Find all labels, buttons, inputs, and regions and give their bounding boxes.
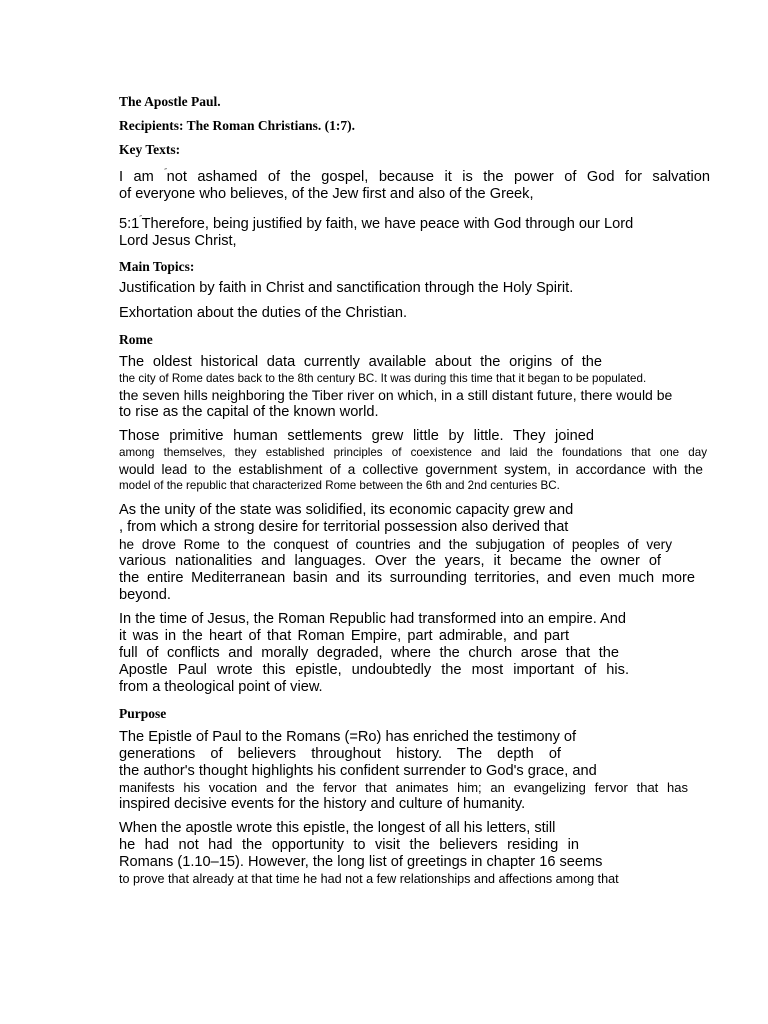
purpose-p2-line-3: Romans (1.10–15). However, the long list of greetings in chapter 16 seems xyxy=(119,854,603,870)
key-text-2-line-1: 5:1˝Therefore, being justified by faith, we have peace with God through our Lord xyxy=(119,216,634,232)
key-text-2 xyxy=(119,211,710,250)
purpose-p1-line-5: inspired decisive events for the history and culture of humanity. xyxy=(119,796,526,812)
rome-p4-line-5: from a theological point of view. xyxy=(119,679,323,695)
purpose-p1-line-4: manifests his vocation and the fervor that animates him; an evangelizing fervor that has xyxy=(119,780,688,795)
rome-paragraph-1 xyxy=(119,354,710,421)
rome-p1-line-2: the city of Rome dates back to the 8th century BC. It was during this time that it began to be populated. xyxy=(119,372,647,385)
rome-p3-line-2: , from which a strong desire for territorial possession also derived that xyxy=(119,519,569,535)
topic-2: Exhortation about the duties of the Christian. xyxy=(119,305,407,321)
document-page xyxy=(119,94,710,894)
rome-heading: Rome xyxy=(119,332,153,347)
purpose-p1-line-2: generations of believers throughout history. The depth of xyxy=(119,746,561,762)
rome-p2-line-1: Those primitive human settlements grew little by little. They joined xyxy=(119,428,594,444)
topic-1: Justification by faith in Christ and sanctification through the Holy Spirit. xyxy=(119,280,574,296)
rome-p1-line-1: The oldest historical data currently available about the origins of the xyxy=(119,354,602,370)
purpose-p1-line-1: The Epistle of Paul to the Romans (=Ro) has enriched the testimony of xyxy=(119,729,577,745)
rome-p4-line-4: Apostle Paul wrote this epistle, undoubtedly the most important of his. xyxy=(119,662,629,678)
purpose-paragraph-1 xyxy=(119,729,710,813)
author-heading: The Apostle Paul. xyxy=(119,94,221,109)
rome-p2-line-2: among themselves, they established principles of coexistence and laid the foundations that one day xyxy=(119,446,707,459)
rome-p4-line-3: full of conflicts and morally degraded, where the church arose that the xyxy=(119,645,619,661)
purpose-heading: Purpose xyxy=(119,706,167,721)
rome-p3-line-3: he drove Rome to the conquest of countries and the subjugation of peoples of very xyxy=(119,537,672,552)
rome-paragraph-3 xyxy=(119,502,710,604)
recipients-heading: Recipients: The Roman Christians. (1:7). xyxy=(119,118,355,133)
rome-p3-line-1: As the unity of the state was solidified, its economic capacity grew and xyxy=(119,502,574,518)
rome-p1-line-3: the seven hills neighboring the Tiber river on which, in a still distant future, there would be xyxy=(119,387,673,403)
key-text-2-line-2: Lord Jesus Christ, xyxy=(119,233,237,249)
purpose-p1-line-3: the author's thought highlights his confident surrender to God's grace, and xyxy=(119,763,597,779)
purpose-p2-line-4: to prove that already at that time he had not a few relationships and affections among that xyxy=(119,872,619,886)
main-topics-heading: Main Topics: xyxy=(119,259,195,274)
purpose-p2-line-1: When the apostle wrote this epistle, the longest of all his letters, still xyxy=(119,820,556,836)
rome-p3-line-4: various nationalities and languages. Over the years, it became the owner of xyxy=(119,553,661,569)
rome-paragraph-4 xyxy=(119,611,710,696)
rome-p3-line-6: beyond. xyxy=(119,587,171,603)
rome-p3-line-5: the entire Mediterranean basin and its surrounding territories, and even much more xyxy=(119,570,695,586)
rome-p4-line-1: In the time of Jesus, the Roman Republic had transformed into an empire. And xyxy=(119,611,627,627)
purpose-p2-line-2: he had not had the opportunity to visit the believers residing in xyxy=(119,837,579,853)
rome-p4-line-2: it was in the heart of that Roman Empire, part admirable, and part xyxy=(119,628,569,644)
key-text-1-line-2: of everyone who believes, of the Jew first and also of the Greek, xyxy=(119,186,534,202)
rome-p1-line-4: to rise as the capital of the known world. xyxy=(119,404,379,420)
rome-p2-line-4: model of the republic that characterized Rome between the 6th and 2nd centuries BC. xyxy=(119,479,560,492)
rome-p2-line-3: would lead to the establishment of a collective government system, in accordance with the xyxy=(119,462,703,477)
key-texts-heading: Key Texts: xyxy=(119,142,181,157)
rome-paragraph-2 xyxy=(119,428,710,494)
key-text-1-line-1: I am ˝not ashamed of the gospel, because it is the power of God for salvation xyxy=(119,169,711,185)
purpose-paragraph-2 xyxy=(119,820,710,887)
key-text-1 xyxy=(119,164,710,203)
